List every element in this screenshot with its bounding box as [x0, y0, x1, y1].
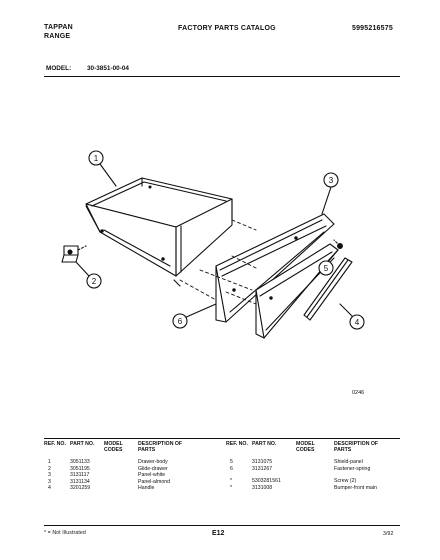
part-no: 3131075 — [252, 459, 273, 466]
fastener-spring — [334, 240, 342, 248]
brand-line-1: TAPPAN — [44, 24, 73, 31]
part-no: 3131117 — [70, 472, 90, 479]
description: Fastener-spring — [334, 465, 371, 472]
parts-table-right — [224, 441, 394, 491]
part-no: 3131267 — [252, 465, 273, 472]
header-description: DESCRIPTION OF PARTS — [138, 441, 183, 454]
drawer-body — [86, 178, 232, 286]
header-ref-no: REF. NO. — [226, 441, 248, 447]
svg-text:1: 1 — [93, 154, 99, 163]
model-number: 30-3851-00-04 — [87, 65, 129, 72]
catalog-title: FACTORY PARTS CATALOG — [178, 25, 276, 32]
part-no: 3131134 — [70, 478, 90, 485]
ref-no: 2 — [48, 465, 51, 472]
footer-rule — [44, 525, 400, 526]
ref-no: 4 — [48, 485, 51, 492]
description: Panel-white — [138, 472, 166, 479]
svg-text:4: 4 — [354, 318, 360, 327]
description: Drawer-body — [138, 459, 168, 466]
header-part-no: PART NO. — [252, 441, 277, 447]
ref-no: 3 — [48, 478, 51, 485]
description: Handle — [138, 485, 155, 492]
description: Glide-drawer — [138, 465, 168, 472]
footer-note: * = Not Illustrated — [44, 530, 86, 536]
svg-text:5: 5 — [323, 264, 329, 273]
part-no: 3051195 — [70, 465, 90, 472]
drawer-glide — [62, 246, 86, 262]
parts-table-left — [42, 441, 196, 491]
header-model-codes: MODEL CODES — [104, 441, 123, 454]
table-row — [42, 485, 196, 491]
revision-date: 3/92 — [383, 531, 394, 537]
catalog-number: 5995216575 — [352, 25, 393, 32]
ref-no: 5 — [230, 459, 233, 466]
ref-no: 3 — [48, 472, 51, 479]
table-header-row — [42, 441, 196, 453]
ref-no: 6 — [230, 465, 233, 472]
description: Panel-almond — [138, 478, 171, 485]
description: Screw (2) — [334, 478, 357, 485]
brand-line-2: RANGE — [44, 33, 71, 40]
svg-text:3: 3 — [328, 176, 334, 185]
table-row — [224, 485, 394, 491]
part-no: 3201259 — [70, 485, 91, 492]
model-code — [294, 485, 332, 491]
page-number: E12 — [212, 530, 225, 537]
callout-2 — [87, 274, 101, 288]
part-no: 3051133 — [70, 459, 90, 466]
ref-no: * — [230, 478, 233, 485]
callout-5 — [319, 261, 333, 275]
part-no: 3131008 — [252, 484, 273, 491]
ref-no: * — [230, 484, 233, 491]
svg-text:2: 2 — [91, 277, 97, 286]
ref-no: 1 — [48, 459, 51, 466]
callout-6 — [173, 314, 187, 328]
svg-text:6: 6 — [177, 317, 183, 326]
model-code — [102, 485, 136, 491]
callout-4 — [350, 315, 364, 329]
description: Shield-panel — [334, 459, 363, 466]
part-no: 5303281561 — [252, 478, 281, 485]
header-description: DESCRIPTION OF PARTS — [334, 441, 379, 454]
model-label: MODEL: — [46, 65, 72, 72]
callout-1 — [89, 151, 103, 165]
header-model-codes: MODEL CODES — [296, 441, 315, 454]
table-header-row — [224, 441, 394, 453]
description: Bumper-front main — [334, 484, 377, 491]
header-part-no: PART NO. — [70, 441, 95, 447]
callout-3 — [324, 173, 338, 187]
figure-code: 0246 — [352, 390, 365, 396]
table-top-rule — [44, 438, 400, 439]
header-ref-no: REF. NO. — [44, 441, 66, 447]
